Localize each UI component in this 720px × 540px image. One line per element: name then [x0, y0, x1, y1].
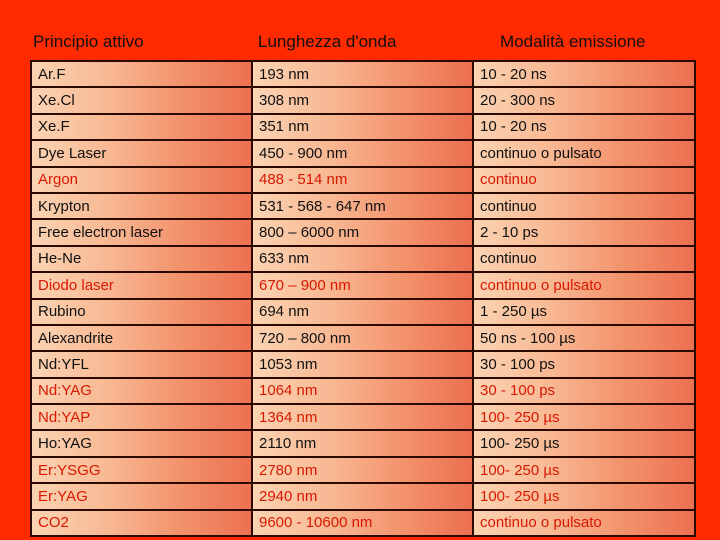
laser-name-cell: Ho:YAG — [32, 431, 251, 455]
laser-name-cell: Free electron laser — [32, 220, 251, 244]
wavelength-cell: 193 nm — [253, 62, 472, 86]
wavelength-cell: 1053 nm — [253, 352, 472, 376]
laser-name-cell: Xe.F — [32, 115, 251, 139]
wavelength-cell: 2780 nm — [253, 458, 472, 482]
header-emission-mode: Modalità emissione — [500, 32, 646, 51]
header-wavelength: Lunghezza d'onda — [258, 32, 397, 51]
laser-name-cell: Nd:YAG — [32, 379, 251, 403]
emission-mode-cell: continuo o pulsato — [474, 141, 694, 165]
wavelength-cell: 488 - 514 nm — [253, 168, 472, 192]
wavelength-cell: 694 nm — [253, 300, 472, 324]
emission-mode-cell: continuo — [474, 168, 694, 192]
wavelength-cell: 670 – 900 nm — [253, 273, 472, 297]
laser-name-cell: Dye Laser — [32, 141, 251, 165]
laser-name-cell: Er:YAG — [32, 484, 251, 508]
emission-mode-cell: 100- 250 µs — [474, 458, 694, 482]
emission-mode-cell: continuo o pulsato — [474, 273, 694, 297]
laser-name-cell: Nd:YFL — [32, 352, 251, 376]
emission-mode-cell: 10 - 20 ns — [474, 115, 694, 139]
laser-name-cell: Diodo laser — [32, 273, 251, 297]
wavelength-cell: 450 - 900 nm — [253, 141, 472, 165]
wavelength-cell: 2940 nm — [253, 484, 472, 508]
wavelength-cell: 720 – 800 nm — [253, 326, 472, 350]
wavelength-cell: 1364 nm — [253, 405, 472, 429]
laser-name-cell: Alexandrite — [32, 326, 251, 350]
emission-mode-cell: 100- 250 µs — [474, 431, 694, 455]
laser-name-cell: Ar.F — [32, 62, 251, 86]
wavelength-cell: 9600 - 10600 nm — [253, 511, 472, 535]
wavelength-cell: 308 nm — [253, 88, 472, 112]
emission-mode-cell: 2 - 10 ps — [474, 220, 694, 244]
emission-mode-cell: 100- 250 µs — [474, 405, 694, 429]
emission-mode-cell: 10 - 20 ns — [474, 62, 694, 86]
emission-mode-cell: continuo — [474, 247, 694, 271]
wavelength-cell: 2110 nm — [253, 431, 472, 455]
wavelength-cell: 531 - 568 - 647 nm — [253, 194, 472, 218]
wavelength-cell: 800 – 6000 nm — [253, 220, 472, 244]
laser-name-cell: Nd:YAP — [32, 405, 251, 429]
laser-name-cell: Rubino — [32, 300, 251, 324]
laser-name-cell: Krypton — [32, 194, 251, 218]
laser-name-cell: Argon — [32, 168, 251, 192]
wavelength-cell: 633 nm — [253, 247, 472, 271]
emission-mode-cell: 20 - 300 ns — [474, 88, 694, 112]
wavelength-cell: 1064 nm — [253, 379, 472, 403]
laser-name-cell: He-Ne — [32, 247, 251, 271]
emission-mode-cell: continuo — [474, 194, 694, 218]
laser-name-cell: CO2 — [32, 511, 251, 535]
laser-table — [30, 60, 696, 537]
emission-mode-cell: 50 ns - 100 µs — [474, 326, 694, 350]
table-header — [30, 24, 698, 60]
emission-mode-cell: 100- 250 µs — [474, 484, 694, 508]
wavelength-cell: 351 nm — [253, 115, 472, 139]
emission-mode-cell: 30 - 100 ps — [474, 352, 694, 376]
laser-name-cell: Er:YSGG — [32, 458, 251, 482]
header-active-ingredient: Principio attivo — [33, 32, 144, 51]
emission-mode-cell: continuo o pulsato — [474, 511, 694, 535]
laser-name-cell: Xe.Cl — [32, 88, 251, 112]
emission-mode-cell: 1 - 250 µs — [474, 300, 694, 324]
emission-mode-cell: 30 - 100 ps — [474, 379, 694, 403]
